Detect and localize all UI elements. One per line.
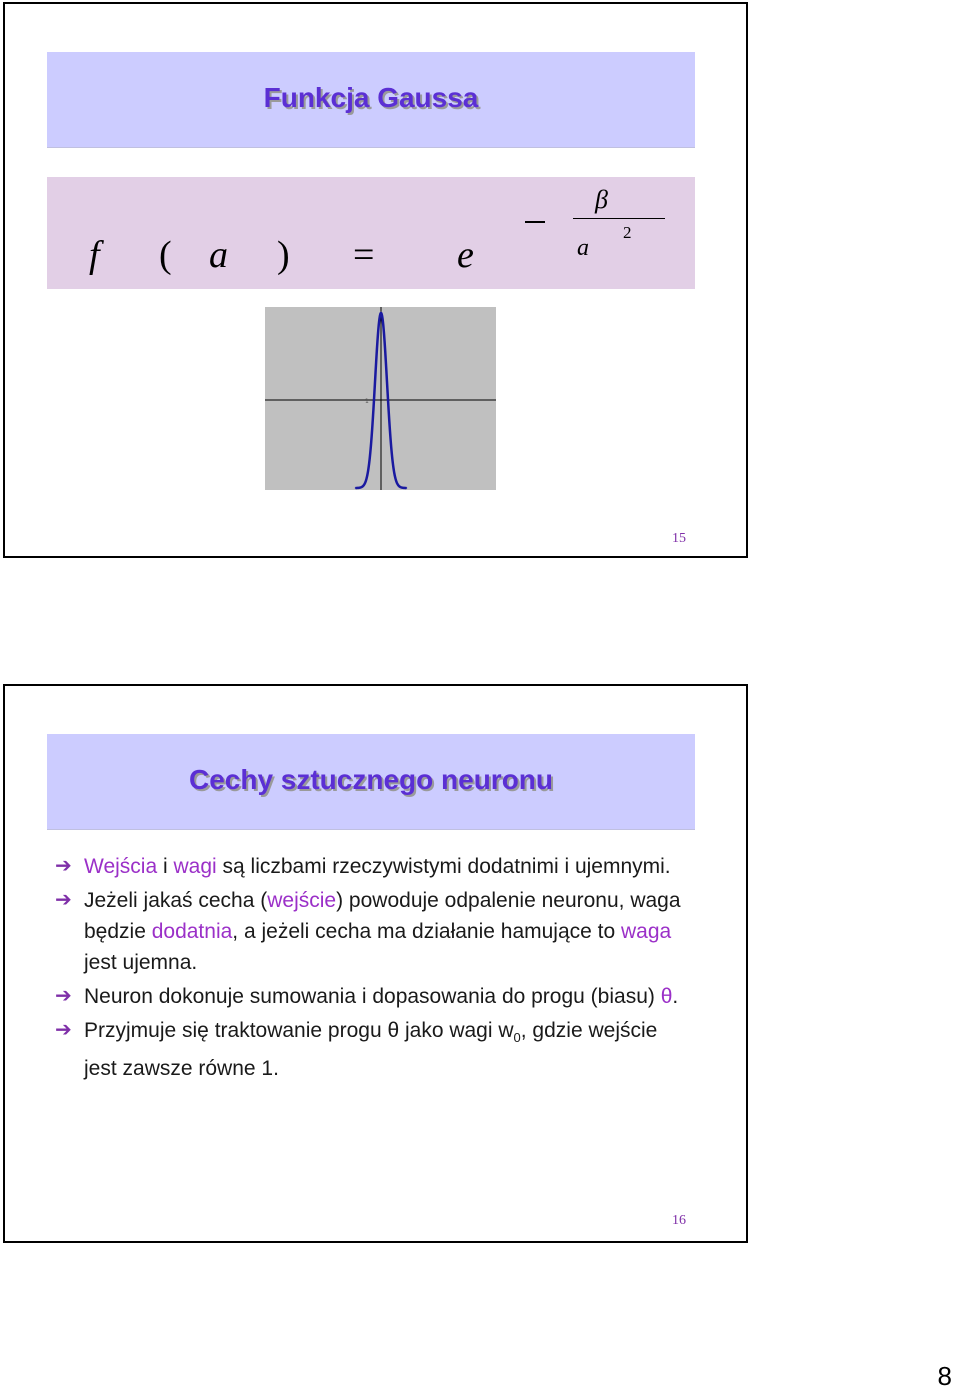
text: i [157, 855, 174, 878]
tick-label: 1 [365, 398, 369, 405]
highlight: wagi [173, 855, 217, 878]
arrow-icon: ➔ [55, 889, 72, 911]
text: są liczbami rzeczywistymi dodatnimi i ujemnymi. [216, 855, 671, 878]
text: Neuron dokonuje sumowania i dopasowania do progu (biasu) [84, 985, 661, 1008]
gauss-point [389, 422, 391, 424]
highlight: θ [660, 985, 673, 1008]
list-item [55, 851, 695, 882]
gauss-point [401, 487, 403, 489]
gauss-chart-svg [265, 307, 496, 490]
formula-lparen: ( [159, 234, 172, 276]
gauss-point [393, 469, 395, 471]
formula-minus [525, 221, 545, 223]
slide-title: Cechy sztucznego neuronu [188, 764, 554, 795]
text: ) powoduje odpalenie neuronu, waga będzie [84, 889, 681, 943]
title-band [47, 734, 695, 830]
formula-rparen: ) [277, 234, 290, 276]
gauss-point [397, 484, 399, 486]
page-number: 15 [672, 531, 686, 546]
title-band [47, 52, 695, 148]
bullet-list [55, 851, 695, 1087]
formula-exp-a: a [577, 235, 589, 261]
gauss-point [355, 487, 357, 489]
formula-e: e [457, 234, 474, 276]
gauss-point [380, 312, 382, 314]
slide-16 [3, 684, 748, 1243]
formula-beta: β [595, 185, 608, 214]
gauss-point [368, 469, 370, 471]
text: , gdzie wejście jest zawsze równe 1. [84, 1019, 658, 1081]
formula-fraction-bar [573, 218, 665, 219]
highlight: waga [621, 920, 672, 943]
text: Jeżeli jakaś cecha ( [84, 889, 268, 912]
formula-box [47, 177, 695, 289]
list-item [55, 1015, 695, 1084]
subscript: 0 [513, 1030, 521, 1046]
gauss-point [406, 487, 408, 489]
gauss-point [376, 351, 378, 353]
text: , a jeżeli cecha ma działanie hamujące to [232, 920, 622, 943]
page-number: 16 [672, 1213, 686, 1228]
formula-exp-2: 2 [623, 223, 632, 242]
slide-15 [3, 2, 748, 558]
highlight: dodatnia [151, 920, 233, 943]
formula-equals: = [353, 234, 375, 276]
arrow-icon: ➔ [55, 855, 72, 877]
list-item [55, 981, 695, 1012]
gauss-chart [265, 307, 496, 490]
formula-a: a [209, 234, 228, 276]
arrow-icon: ➔ [55, 985, 72, 1007]
formula-f: f [89, 234, 100, 276]
gauss-point [372, 422, 374, 424]
highlight: Wejścia [84, 855, 158, 878]
text: jest ujemna. [84, 951, 198, 974]
highlight: wejście [267, 889, 337, 912]
slide-title: Funkcja Gaussa [263, 82, 479, 113]
text: . [672, 985, 679, 1008]
list-item [55, 885, 695, 978]
arrow-icon: ➔ [55, 1019, 72, 1041]
gauss-point [384, 351, 386, 353]
text: Przyjmuje się traktowanie progu θ jako wagi w [84, 1019, 514, 1042]
document-page-number: 8 [937, 1361, 952, 1391]
gauss-point [359, 487, 361, 489]
gauss-point [363, 484, 365, 486]
